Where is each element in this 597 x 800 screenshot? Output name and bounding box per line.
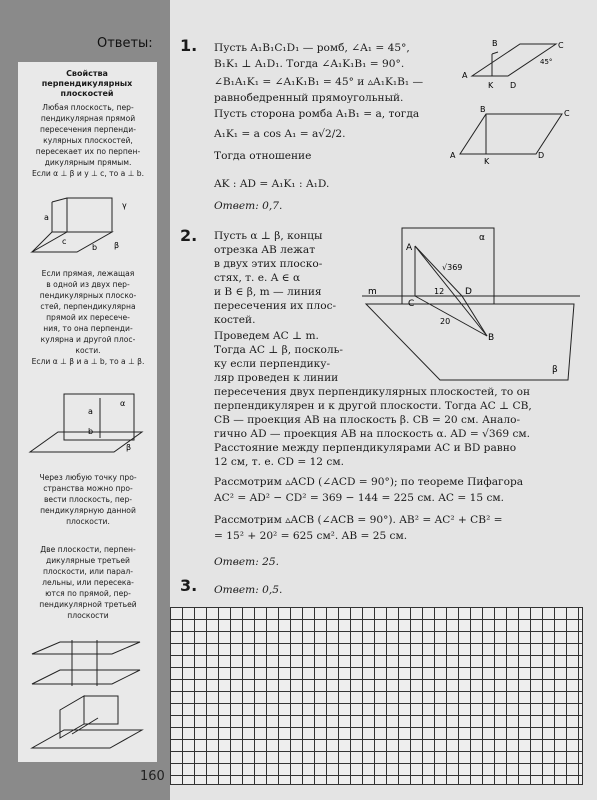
problem-2-line: ляр проведен к линии <box>214 372 339 384</box>
svg-text:a: a <box>44 213 49 222</box>
problem-2-calc: AC² = AD² − CD² = 369 − 144 = 225 см. AC = 15 см. <box>214 492 504 504</box>
parallel-planes-figure <box>22 638 154 688</box>
problem-3-number: 3. <box>180 576 198 595</box>
problem-2-line: пересечения двух перпендикулярных плоскостей, то он <box>214 386 531 398</box>
problem-2-calc: Рассмотрим ▵ACB (∠ACB = 90°). AB² = AC² + CB² = <box>214 514 503 526</box>
problem-1-line: B₁K₁ ⊥ A₁D₁. Тогда ∠A₁K₁B₁ = 90°. <box>214 58 405 70</box>
svg-text:A: A <box>450 151 456 160</box>
property-text-2: Если прямая, лежащая в одной из двух пер- пендикулярных плоско- стей, перпендикулярна прямой их пересече- ния, то она перпенди- кулярна и другой плос- кости. Если α ⊥ β и a ⊥ b, то a ⊥ β. <box>31 269 145 366</box>
property-text-3: Через любую точку про- странства можно про- вести плоскость, пер- пендикулярную данной плоскости. <box>39 473 137 526</box>
problem-3-answer: Ответ: 0,5. <box>214 584 283 596</box>
problem-2-line: перпендикулярен и к другой плоскости. Тогда AC ⊥ CB, <box>214 400 532 412</box>
svg-text:b: b <box>88 427 94 436</box>
problem-2-line: Проведем AC ⊥ m. <box>214 330 319 342</box>
svg-text:A: A <box>462 71 468 80</box>
problem-2-answer: Ответ: 25. <box>214 556 279 568</box>
svg-text:B: B <box>480 106 486 114</box>
svg-text:D: D <box>465 287 472 297</box>
problem-2-line: и B ∈ β, m — линия <box>214 286 322 298</box>
svg-text:B: B <box>488 333 495 343</box>
problem-2-line: стях, т. е. A ∈ α <box>214 272 301 284</box>
problem-2-line: Расстояние между перпендикулярами AC и BD равно <box>214 442 517 454</box>
problem-2-line: костей. <box>214 314 256 326</box>
problem-2-line: ку если перпендику- <box>214 358 331 370</box>
problem-2-line: в двух этих плоско- <box>214 258 323 270</box>
problem-1-answer: Ответ: 0,7. <box>214 200 283 212</box>
problem-1-line: равнобедренный прямоугольный. <box>214 92 404 104</box>
problem-2-line: CB — проекция AB на плоскость β. CB = 20 см. Анало- <box>214 414 521 426</box>
problem-1-line: A₁K₁ = a cos A₁ = a√2/2. <box>214 128 346 140</box>
svg-text:C: C <box>558 41 564 50</box>
svg-text:12: 12 <box>434 287 445 296</box>
problem-1-line: Пусть A₁B₁C₁D₁ — ромб, ∠A₁ = 45°, <box>214 42 410 54</box>
svg-text:D: D <box>510 81 517 90</box>
answers-title: Ответы: <box>97 36 153 51</box>
perpendicular-planes-figure-1 <box>22 194 154 262</box>
problem-1-line: ∠B₁A₁K₁ = ∠A₁K₁B₁ = 45° и ▵A₁K₁B₁ — <box>214 76 424 88</box>
intersecting-planes-figure <box>22 694 154 754</box>
problem-1-line: Тогда отношение <box>214 150 312 162</box>
problem-2-line: Тогда AC ⊥ β, посколь- <box>214 344 343 356</box>
problem-2-calc: Рассмотрим ▵ACD (∠ACD = 90°); по теореме Пифагора <box>214 476 524 488</box>
svg-text:√369: √369 <box>442 263 463 272</box>
svg-text:B: B <box>492 39 498 48</box>
rhombus-figure-small <box>458 38 586 96</box>
svg-text:C: C <box>408 299 415 309</box>
problem-1-number: 1. <box>180 36 198 55</box>
problem-2-line: пересечения их плос- <box>214 300 337 312</box>
svg-text:C: C <box>564 109 570 118</box>
svg-text:b: b <box>92 243 98 252</box>
svg-text:β: β <box>126 443 132 452</box>
svg-text:20: 20 <box>440 317 451 326</box>
svg-text:A: A <box>406 243 413 253</box>
svg-text:α: α <box>479 233 485 243</box>
problem-1-line: Пусть сторона ромба A₁B₁ = a, тогда <box>214 108 420 120</box>
svg-text:K: K <box>488 81 494 90</box>
problem-2-line: гично AD — проекция AB на плоскость α. AD = √369 см. <box>214 428 531 440</box>
svg-text:α: α <box>120 399 126 408</box>
problem-2-line: отрезка AB лежат <box>214 244 316 256</box>
problem-2-calc: = 15² + 20² = 625 см². AB = 25 см. <box>214 530 408 542</box>
sidebar-heading: Свойства перпендикулярных плоскостей <box>41 69 133 98</box>
svg-text:γ: γ <box>122 201 127 210</box>
perpendicular-planes-segment-figure <box>362 224 584 382</box>
svg-text:a: a <box>88 407 93 416</box>
problem-2-line: Пусть α ⊥ β, концы <box>214 230 323 242</box>
svg-text:m: m <box>368 287 377 297</box>
svg-text:K: K <box>484 157 490 164</box>
problem-2-number: 2. <box>180 226 198 245</box>
svg-text:c: c <box>62 237 67 246</box>
page-number: 160 <box>140 769 165 784</box>
svg-text:β: β <box>114 241 120 250</box>
svg-text:D: D <box>538 151 545 160</box>
svg-text:45°: 45° <box>540 58 553 66</box>
property-text-4: Две плоскости, перпен- дикулярные третьей плоскости, или парал- лельны, или пересека- ются по прямой, пер- пендикулярной третьей плоскости <box>39 545 137 620</box>
perpendicular-planes-figure-2 <box>22 392 154 462</box>
property-text-1: Любая плоскость, пер- пендикулярная прямой пересечения перпенди- кулярных плоскостей, пересекает их по перпен- дикулярным прямым. Если α ⊥ β и у ⊥ c, то a ⊥ b. <box>32 103 144 178</box>
rhombus-figure-large <box>448 106 578 164</box>
problem-1-line: AK : AD = A₁K₁ : A₁D. <box>214 178 330 190</box>
svg-text:β: β <box>552 365 558 375</box>
graph-paper-grid <box>170 607 583 785</box>
problem-2-line: 12 см, т. е. CD = 12 см. <box>214 456 344 468</box>
